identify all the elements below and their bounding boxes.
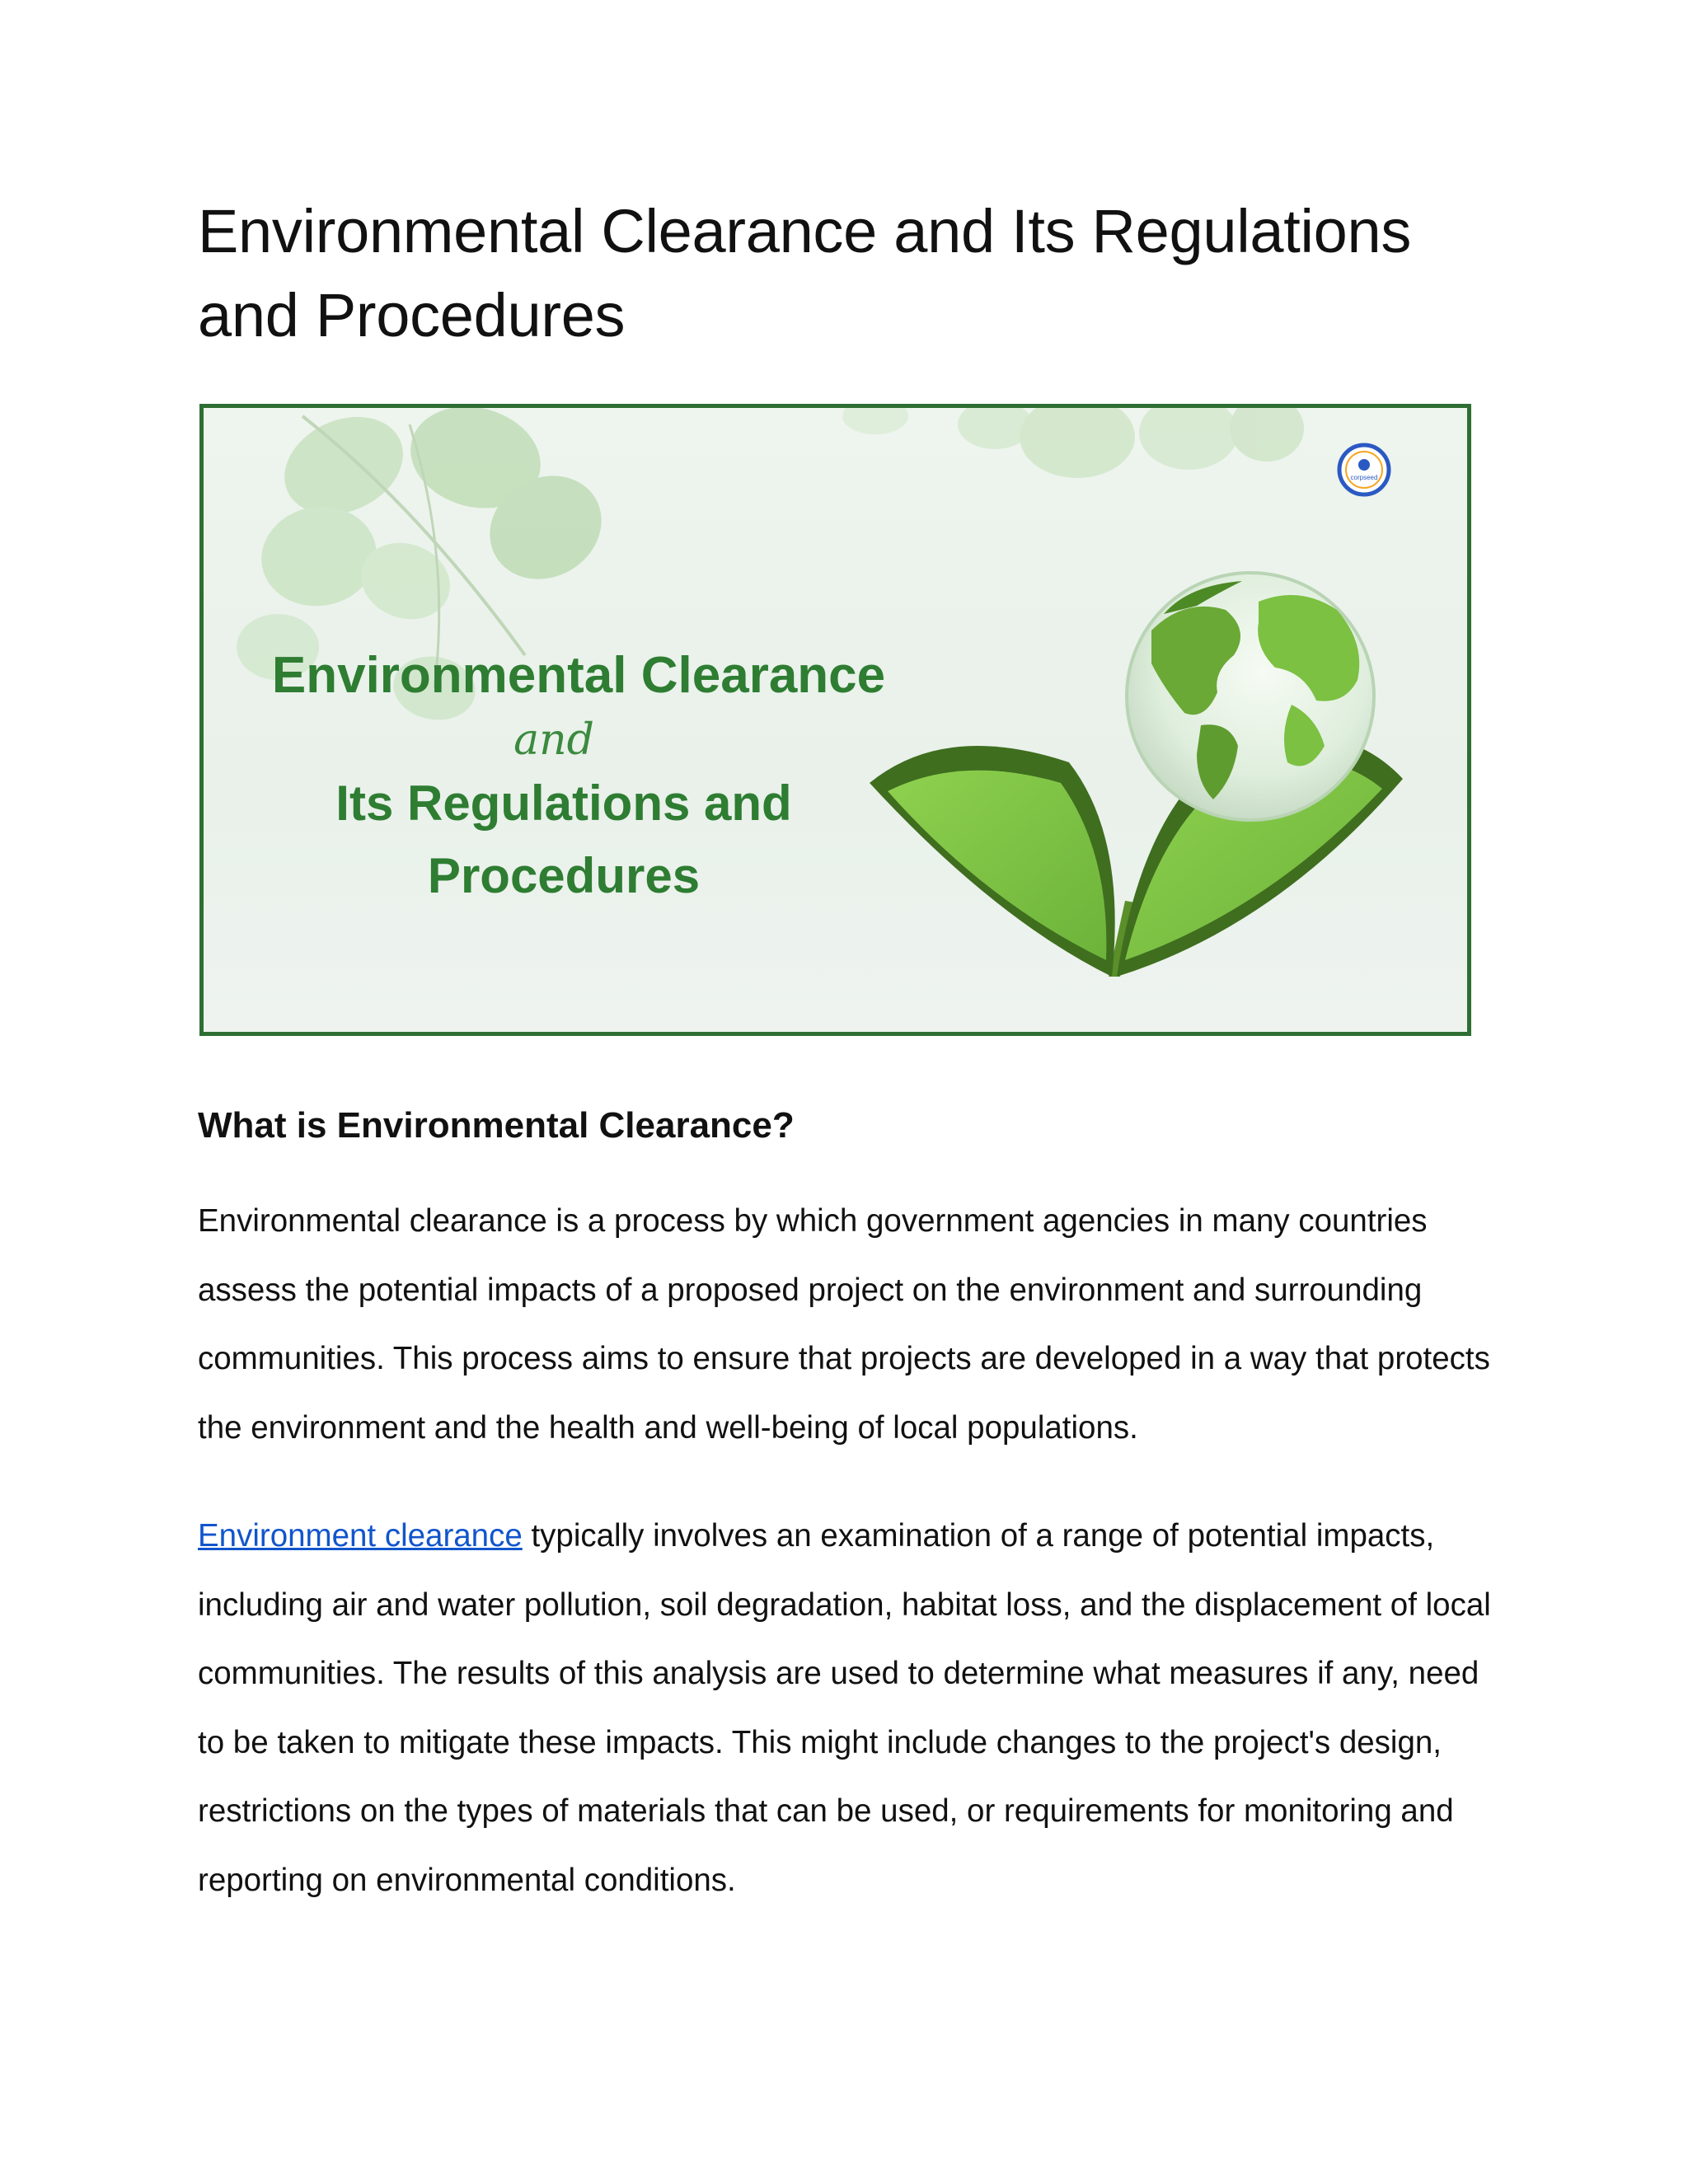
banner-image [199,404,1471,1036]
background-leaves-top [842,408,1304,478]
page-title: Environmental Clearance and Its Regulations and Procedures [198,197,1412,349]
leaves-globe-illustration [870,573,1403,977]
banner-title-line2: Its Regulations and [335,776,792,831]
banner-title [272,647,885,903]
banner-title-line3: Procedures [427,848,701,903]
paragraph-2 [198,1502,1500,1915]
paragraph-2-text: typically involves an examination of a range of potential impacts, including air and water pollution, soil degradation, habitat loss, and the displacement of local communities. The results of this analysis are used to determine what measures if any, need to be taken to mitigate these impacts. This might include changes to the project's design, restrictions on the types of materials that can be used, or requirements for monitoring and reporting on environmental conditions. [198,1518,1491,1898]
logo-text: corpseed [1350,474,1378,481]
corpseed-logo [1339,445,1389,494]
document-body [198,190,1492,358]
environment-clearance-link[interactable]: Environment clearance [198,1518,523,1554]
banner-title-line1: Environmental Clearance [271,647,886,704]
paragraph-1: Environmental clearance is a process by which government agencies in many countries assess the potential impacts of a proposed project on the environment and surrounding communities. This process aims to ensure that projects are developed in a way that protects the environment and the health and well-being of local populations. [198,1203,1490,1446]
section-heading: What is Environmental Clearance? [198,1105,795,1146]
banner-title-and: and [513,715,594,765]
